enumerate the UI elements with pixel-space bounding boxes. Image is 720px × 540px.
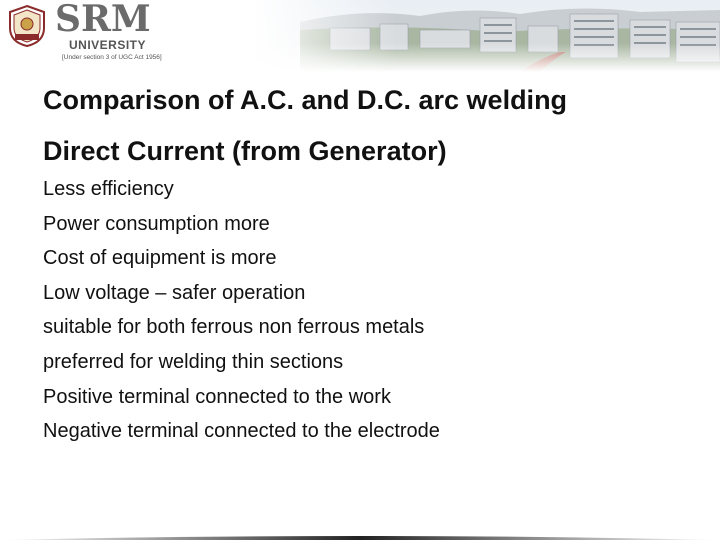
brand-note: [Under section 3 of UGC Act 1956] bbox=[62, 54, 162, 61]
list-item: Negative terminal connected to the electrode bbox=[43, 420, 440, 443]
brand-subtitle: UNIVERSITY bbox=[69, 38, 147, 52]
list-item: Positive terminal connected to the work bbox=[43, 385, 391, 408]
header-banner bbox=[0, 0, 720, 72]
list-item: suitable for both ferrous non ferrous metals bbox=[43, 316, 425, 339]
brand-name: SRM bbox=[55, 0, 151, 40]
slide-subtitle: Direct Current (from Generator) bbox=[43, 136, 447, 166]
list-item: Low voltage – safer operation bbox=[43, 281, 306, 304]
list-item: preferred for welding thin sections bbox=[43, 350, 344, 373]
srm-logo bbox=[0, 0, 200, 72]
list-item: Power consumption more bbox=[43, 212, 270, 235]
slide-title: Comparison of A.C. and D.C. arc welding bbox=[43, 85, 568, 115]
list-item: Cost of equipment is more bbox=[43, 247, 277, 270]
list-item: Less efficiency bbox=[43, 178, 174, 200]
bottom-divider bbox=[0, 534, 720, 540]
university-seal-icon bbox=[6, 4, 48, 48]
point-list bbox=[43, 174, 440, 451]
